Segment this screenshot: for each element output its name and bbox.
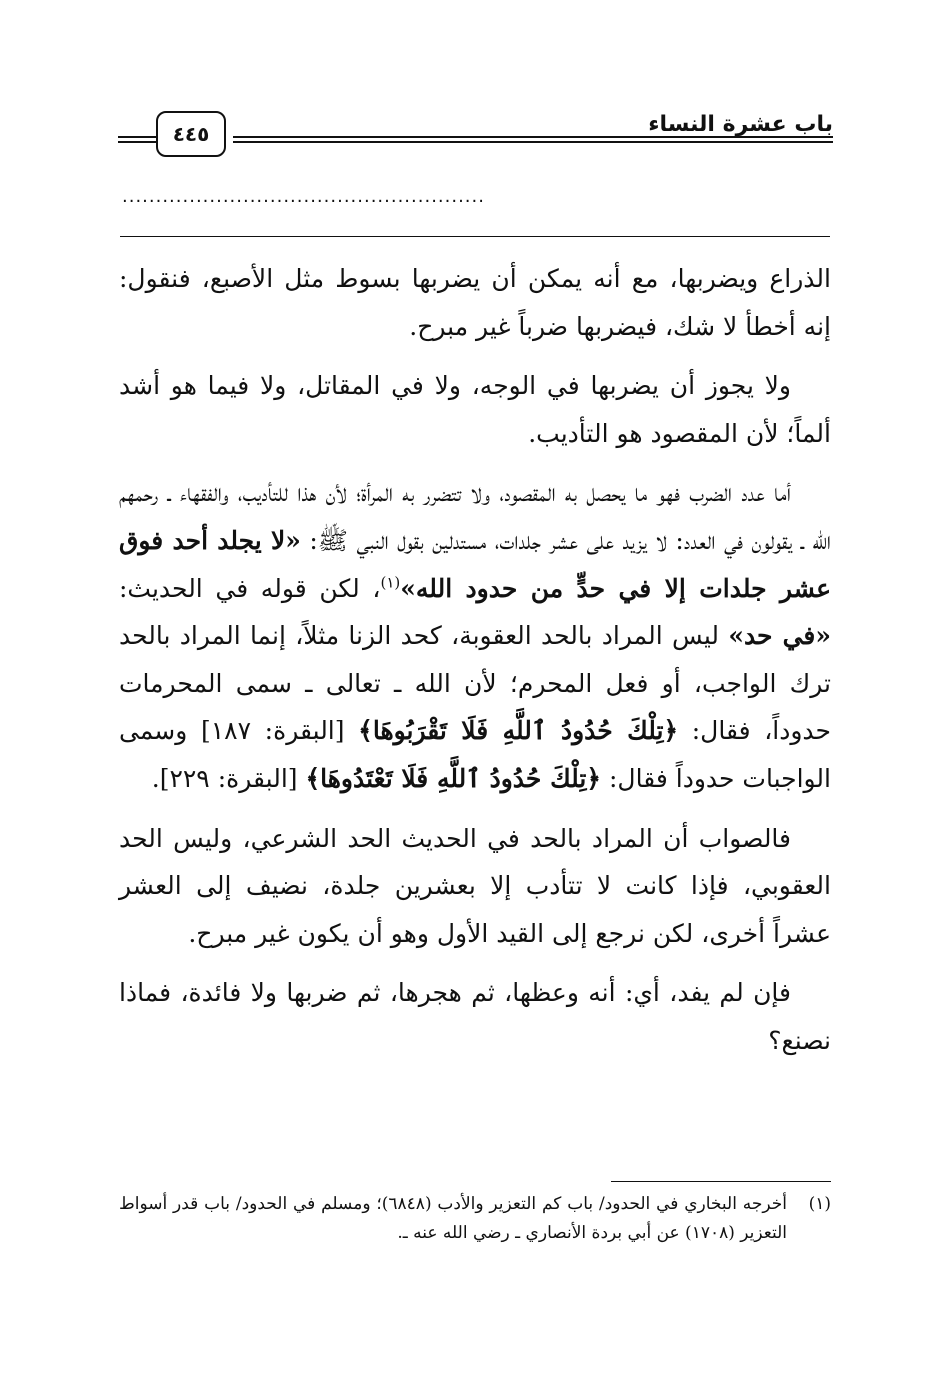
hadith-phrase: «في حد» <box>728 621 831 651</box>
hadith-quote: «لا يجلد أحد فوق عشر جلدات إلا في حدٍّ من حدود الله» <box>119 525 831 603</box>
footnote-item <box>119 1190 831 1248</box>
paragraph-4: فالصواب أن المراد بالحد في الحديث الحد الشرعي، وليس الحد العقوبي، فإذا كانت لا تتأدب إلا بعشرين جلدة، نضيف إلى العشر عشراً أخرى، لكن نرجع إلى القيد الأول وهو أن يكون غير مبرح. <box>119 823 831 948</box>
paragraph-2: ولا يجوز أن يضربها في الوجه، ولا في المقاتل، ولا فيما هو أشد ألماً؛ لأن المقصود هو التأديب. <box>119 371 831 448</box>
quran-verse-1: ﴿تِلْكَ حُدُودُ ٱللَّهِ فَلَا تَقْرَبُوهَا﴾ <box>358 716 679 746</box>
paragraph-3 <box>119 469 831 802</box>
chapter-title: باب عشرة النساء <box>648 112 833 137</box>
footnote-rule <box>611 1181 831 1182</box>
header-rule-left <box>118 136 156 143</box>
footnote-text: أخرجه البخاري في الحدود/ باب كم التعزير والأدب (٦٨٤٨)؛ ومسلم في الحدود/ باب قدر أسواط التعزير (١٧٠٨) عن أبي بردة الأنصاري ـ رضي الله عنه ـ. <box>119 1194 787 1243</box>
header-rule <box>233 136 833 143</box>
paragraph-1: الذراع ويضربها، مع أنه يمكن أن يضربها بسوط مثل الأصبع، فنقول: إنه أخطأ لا شك، فيضربها ضرباً غير مبرح. <box>119 264 831 341</box>
footnotes <box>119 1190 831 1248</box>
main-text <box>119 255 831 1065</box>
footnote-number: (١) <box>808 1194 831 1214</box>
paragraph-3-text-e: [البقرة: ٢٢٩]. <box>151 763 306 793</box>
page-number: ٤٤٥ <box>156 111 226 157</box>
dotted-separator: ...................................................... <box>122 187 485 207</box>
footnote-reference[interactable]: (١) <box>380 573 401 592</box>
paragraph-3-text-d: [البقرة: ١٨٧] وسمى الواجبات حدوداً فقال: <box>119 716 831 793</box>
paragraph-3-text-a: أما عدد الضرب فهو ما يحصل به المقصود، ولا تتضرر به المرأة؛ لأن هذا للتأديب، والفقهاء ـ رحمهم الله ـ يقولون في العدد: لا يزيد على عشر جلدات، مستدلين بقول النبي ﷺ: <box>119 478 831 555</box>
quran-verse-2: ﴿تِلْكَ حُدُودُ ٱللَّهِ فَلَا تَعْتَدُوهَا﴾ <box>305 763 602 793</box>
top-rule <box>120 236 830 237</box>
paragraph-3-text-b: ، لكن قوله في الحديث: <box>119 573 381 603</box>
paragraph-3-text-c: ليس المراد بالحد العقوبة، كحد الزنا مثلاً، إنما المراد بالحد ترك الواجب، أو فعل المحرم؛ لأن الله ـ تعالى ـ سمى المحرمات حدوداً، فقال: <box>119 621 832 746</box>
paragraph-5: فإن لم يفد، أي: أنه وعظها، ثم هجرها، ثم ضربها ولا فائدة، فماذا نصنع؟ <box>119 978 831 1055</box>
